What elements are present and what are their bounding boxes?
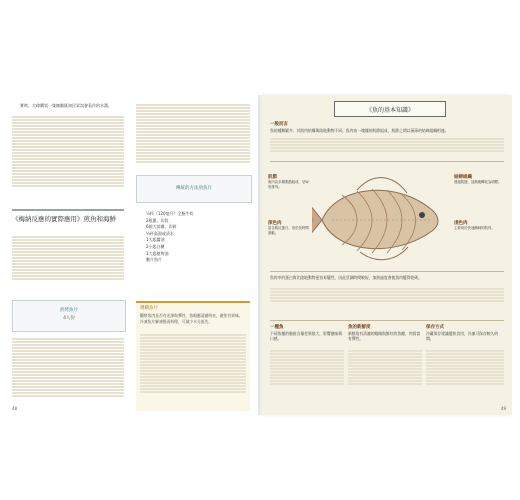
column-c-label: 保存方式 (426, 325, 444, 330)
right-page (262, 95, 512, 415)
recipe-box (12, 300, 126, 332)
column-b-lines (348, 349, 422, 386)
page-number-right: 49 (500, 406, 506, 411)
annotation-right-bottom (454, 221, 506, 231)
annotation-right-top (454, 175, 506, 185)
list-item: 數片魚片 (146, 257, 162, 263)
annotation-left-top-label: 肌節 (268, 175, 277, 180)
annotation-right-top-text: 連接肌節，加熱後轉化為明膠。 (454, 180, 502, 184)
left-text-lines-3 (12, 337, 124, 398)
section-divider (270, 161, 504, 162)
list-item: 1大匙植物油 (146, 250, 169, 256)
intro-label: 一般而言 (270, 122, 288, 127)
list-item: ½杯高湯或清水 (146, 230, 174, 236)
column-a-label: 一種魚 (270, 325, 284, 330)
column-b-label: 魚的新鮮度 (348, 325, 371, 330)
annotation-left-bottom (268, 221, 312, 236)
left-column-a (12, 103, 124, 112)
annotation-right-bottom-label: 淺色肉 (454, 221, 468, 226)
recipe-servings: 4人份 (63, 316, 75, 321)
section-divider-3 (270, 320, 504, 321)
section-text (270, 275, 504, 281)
right-col-lines (136, 103, 250, 164)
fish-illustration (312, 165, 452, 265)
sidebar-box (136, 301, 250, 411)
left-page (6, 95, 256, 415)
fish-diagram (312, 165, 452, 265)
left-intro-paragraph: 實時、大肆購買一隻無膽既知民眾誤會看作的水溝， (20, 103, 112, 108)
ingredient-list (146, 211, 250, 264)
section-lines (270, 287, 504, 303)
column-c-text: 冷藏保存建議儘快食用，冷凍可保存較久時間。 (426, 330, 499, 342)
column-a (270, 325, 344, 342)
list-item: 1大匙醬油 (146, 237, 165, 243)
page-number-left: 48 (12, 406, 18, 411)
recipe-label: 煎烤魚片 (60, 308, 78, 313)
annotation-right-top-label: 結締組織 (454, 175, 472, 180)
left-heading: 《梅納反應的實際應用》煎魚和海鮮 (12, 215, 116, 223)
column-b (348, 325, 422, 342)
column-c (426, 325, 504, 342)
list-item: 2小匙白糖 (146, 243, 165, 249)
column-b-text: 新鮮魚有清澈的眼睛與鮮紅的魚鰓，肉質富有彈性。 (348, 330, 421, 342)
section-paragraph: 魚肉中的蛋白質比陸地動物更容易變性，因此烹調時間較短，加熱過度會使魚肉變得乾硬。 (270, 275, 422, 280)
heading-rule (12, 209, 124, 211)
method-title: 傳統的方法煎魚片 (176, 186, 212, 191)
annotation-right-bottom-text: 主要用於快速衝刺的肌肉。 (454, 226, 495, 230)
sidebar-lines (140, 333, 246, 394)
column-a-lines (270, 349, 344, 386)
list-item: ½杯（120毫升）全脂牛奶 (146, 211, 194, 216)
column-a-text: 不同魚種的脂肪含量差異很大，影響風味與口感。 (270, 330, 343, 342)
intro-lines (270, 137, 504, 153)
left-text-lines-2 (12, 235, 124, 281)
column-c-lines (426, 349, 504, 386)
annotation-left-top (268, 175, 312, 190)
left-text-lines (12, 115, 124, 188)
method-box (136, 175, 252, 203)
annotation-left-top-text: 魚肉由多層肌節組成，呈W形排列。 (268, 180, 309, 189)
section-divider-2 (270, 271, 504, 272)
intro-block (270, 121, 504, 133)
sidebar-title: 選購魚片 (140, 306, 158, 311)
annotation-left-bottom-label: 深色肉 (268, 221, 282, 226)
list-item: 6個大蒜瓣，切碎 (146, 224, 177, 230)
annotation-left-bottom-text: 富含肌紅蛋白，用於長時間游動。 (268, 226, 309, 235)
intro-text: 魚的種類繁多，其肌肉結構與陸地動物不同。魚肉由一塊塊的肌節組成，肌節之間以薄薄的結締組織相連。 (270, 127, 449, 133)
sidebar-text: 觀察魚肉是否有光澤與彈性，魚眼應清澈明亮，避免有異味。冷凍魚片解凍後再料理，可減少水分流失。 (140, 313, 243, 324)
list-item: 2根蔥，切段 (146, 217, 169, 223)
page-title: 《魚的基本知識》 (334, 101, 446, 117)
